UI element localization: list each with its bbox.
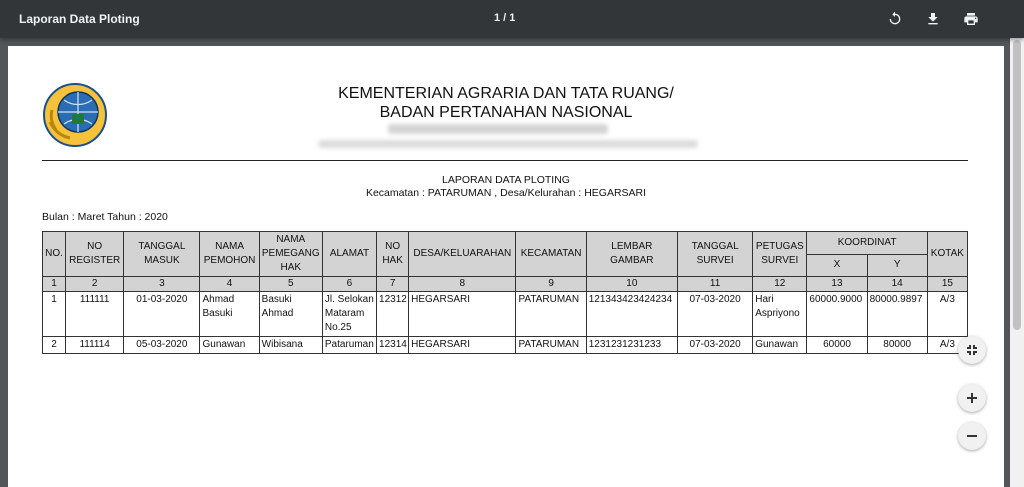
- document-title: Laporan Data Ploting: [19, 12, 140, 26]
- pdf-page: [8, 46, 1004, 487]
- scrollbar-thumb[interactable]: [1013, 40, 1021, 330]
- cell-tanggal-survei: 07-03-2020: [677, 292, 752, 337]
- header-lembar-gambar: LEMBAR GAMBAR: [586, 232, 677, 277]
- cell-no-hak: 12314: [377, 337, 409, 354]
- column-number-row: [43, 277, 968, 292]
- cell-desa: HEGARSARI: [409, 292, 516, 337]
- report-location: Kecamatan : PATARUMAN , Desa/Kelurahan : HEGARSARI: [365, 187, 647, 199]
- column-number: 8: [409, 277, 516, 292]
- page-indicator: 1 / 1: [494, 12, 516, 24]
- cell-desa: HEGARSARI: [409, 337, 516, 354]
- header-divider: [42, 160, 968, 161]
- column-number: 2: [66, 277, 124, 292]
- cell-kecamatan: PATARUMAN: [516, 292, 586, 337]
- header-no-register: NO REGISTER: [66, 232, 124, 277]
- cell-no-register: 111114: [66, 337, 124, 354]
- header-kotak: KOTAK: [927, 232, 967, 277]
- cell-tanggal-survei: 07-03-2020: [677, 337, 752, 354]
- header-no: NO.: [43, 232, 66, 277]
- column-number: 1: [43, 277, 66, 292]
- ploting-table: [42, 231, 968, 354]
- ministry-line-1: KEMENTERIAN AGRARIA DAN TATA RUANG/: [338, 85, 674, 102]
- column-number: 13: [807, 277, 867, 292]
- cell-kotak: A/3: [927, 292, 967, 337]
- cell-no-register: 111111: [66, 292, 124, 337]
- print-button[interactable]: [960, 8, 982, 30]
- viewer-toolbar: [0, 0, 1024, 38]
- zoom-in-button[interactable]: [958, 384, 986, 412]
- ministry-line-2: BADAN PERTANAHAN NASIONAL: [379, 104, 633, 121]
- cell-alamat: Jl. Selokan Mataram No.25: [322, 292, 376, 337]
- cell-petugas-survei: Hari Aspriyono: [753, 292, 807, 337]
- bpn-logo: [42, 82, 108, 148]
- column-number: 6: [322, 277, 376, 292]
- header-koordinat: KOORDINAT: [807, 232, 927, 255]
- cell-nama-pemegang-hak: Wibisana: [259, 337, 322, 354]
- column-number: 11: [677, 277, 752, 292]
- table-row: [43, 337, 968, 354]
- column-number: 9: [516, 277, 586, 292]
- report-period: Bulan : Maret Tahun : 2020: [42, 211, 168, 223]
- column-number: 5: [259, 277, 322, 292]
- header-x: X: [807, 254, 867, 277]
- header-desa: DESA/KELUARAHAN: [409, 232, 516, 277]
- zoom-in-icon: [966, 392, 978, 404]
- redacted-office-name: [388, 124, 608, 134]
- cell-no: 1: [43, 292, 66, 337]
- cell-lembar-gambar: 1231231231233: [586, 337, 677, 354]
- cell-alamat: Pataruman: [322, 337, 376, 354]
- column-number: 14: [867, 277, 927, 292]
- cell-no-hak: 12312: [377, 292, 409, 337]
- column-number: 10: [586, 277, 677, 292]
- column-number: 12: [753, 277, 807, 292]
- column-number: 4: [200, 277, 259, 292]
- header-y: Y: [867, 254, 927, 277]
- header-petugas-survei: PETUGAS SURVEI: [753, 232, 807, 277]
- cell-no: 2: [43, 337, 66, 354]
- cell-petugas-survei: Gunawan: [753, 337, 807, 354]
- download-icon: [925, 11, 941, 27]
- cell-nama-pemohon: Ahmad Basuki: [200, 292, 259, 337]
- ministry-header: [308, 84, 704, 122]
- fit-page-button[interactable]: [958, 336, 986, 364]
- header-nama-pemegang-hak: NAMA PEMEGANG HAK: [259, 232, 322, 277]
- cell-koordinat-x: 60000: [807, 337, 867, 354]
- cell-koordinat-y: 80000: [867, 337, 927, 354]
- column-number: 15: [927, 277, 967, 292]
- header-kecamatan: KECAMATAN: [516, 232, 586, 277]
- cell-tanggal-masuk: 01-03-2020: [124, 292, 200, 337]
- report-heading: [308, 174, 704, 200]
- cell-nama-pemohon: Gunawan: [200, 337, 259, 354]
- header-tanggal-survei: TANGGAL SURVEI: [677, 232, 752, 277]
- table-row: [43, 292, 968, 337]
- cell-kotak: A/3: [927, 337, 967, 354]
- rotate-icon: [887, 11, 903, 27]
- cell-kecamatan: PATARUMAN: [516, 337, 586, 354]
- header-tanggal-masuk: TANGGAL MASUK: [124, 232, 200, 277]
- cell-koordinat-y: 80000.9897: [867, 292, 927, 337]
- header-no-hak: NO HAK: [377, 232, 409, 277]
- download-button[interactable]: [922, 8, 944, 30]
- cell-nama-pemegang-hak: Basuki Ahmad: [259, 292, 322, 337]
- zoom-out-icon: [966, 430, 978, 442]
- header-nama-pemohon: NAMA PEMOHON: [200, 232, 259, 277]
- zoom-out-button[interactable]: [958, 422, 986, 450]
- print-icon: [963, 11, 979, 27]
- column-number: 7: [377, 277, 409, 292]
- header-alamat: ALAMAT: [322, 232, 376, 277]
- fit-page-icon: [966, 344, 978, 356]
- column-number: 3: [124, 277, 200, 292]
- report-title: LAPORAN DATA PLOTING: [442, 174, 570, 186]
- cell-tanggal-masuk: 05-03-2020: [124, 337, 200, 354]
- rotate-button[interactable]: [884, 8, 906, 30]
- redacted-office-address: [318, 140, 698, 148]
- cell-koordinat-x: 60000.9000: [807, 292, 867, 337]
- cell-lembar-gambar: 121343423424234: [586, 292, 677, 337]
